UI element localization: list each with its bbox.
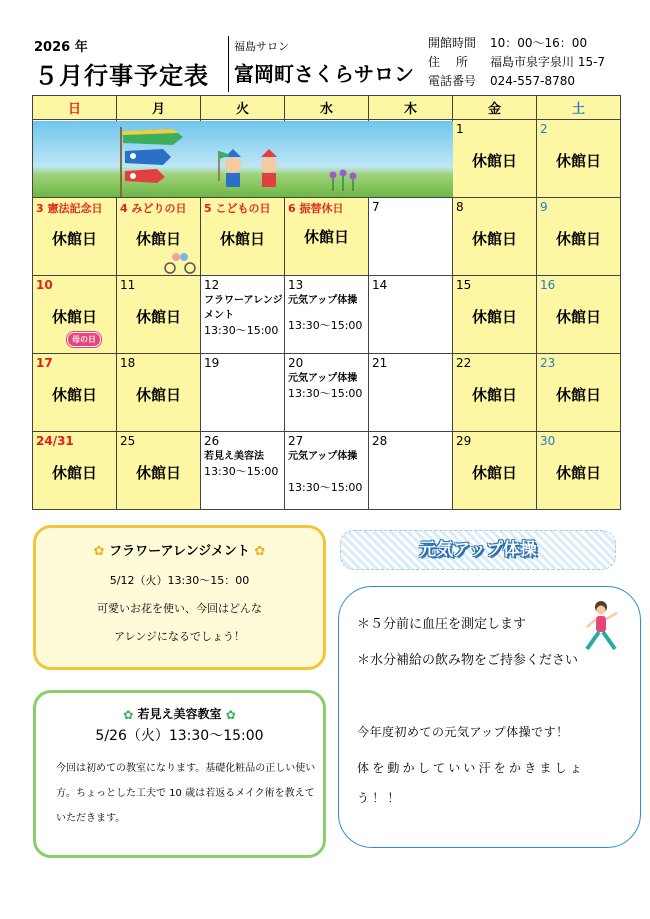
day-cell xyxy=(285,198,369,276)
day-number: 4 みどりの日 xyxy=(120,202,187,215)
day-number: 18 xyxy=(120,356,136,370)
beauty-box-body: 今回は初めての教室になります。基礎化粧品の正しい使い方。ちょっとした工夫で 10 歳は若返るメイク術を教えていただきます。 xyxy=(56,763,316,824)
children-cycling-icon xyxy=(162,252,198,274)
flower-icon: ✿ xyxy=(123,707,134,722)
flower-icon: ✿ xyxy=(225,707,236,722)
org-name: 富岡町さくらサロン xyxy=(234,62,414,86)
genki-heading: 元気アップ体操 xyxy=(419,540,537,560)
page-header xyxy=(32,32,622,94)
info-value: 024-557-8780 xyxy=(490,74,576,88)
day-number: 8 xyxy=(456,200,464,214)
day-number: 2 xyxy=(540,122,548,136)
day-cell xyxy=(33,276,117,354)
org-subtitle: 福島サロン xyxy=(234,40,289,53)
day-cell xyxy=(537,432,621,510)
day-number: 11 xyxy=(120,278,136,292)
closed-label: 休館日 xyxy=(135,464,181,482)
weekday-fri: 金 xyxy=(453,96,537,120)
weekday-thu: 木 xyxy=(369,96,453,120)
closed-label: 休館日 xyxy=(135,308,181,326)
closed-label: 休館日 xyxy=(555,308,601,326)
day-cell xyxy=(201,276,285,354)
header-divider xyxy=(228,36,229,92)
closed-label: 休館日 xyxy=(471,230,517,248)
day-cell xyxy=(537,276,621,354)
info-label: 開館時間 xyxy=(428,36,477,50)
day-cell xyxy=(537,198,621,276)
day-cell xyxy=(453,120,537,198)
event-time: 13:30～15:00 xyxy=(288,319,363,332)
closed-label: 休館日 xyxy=(555,152,601,170)
day-cell xyxy=(453,354,537,432)
day-number: 16 xyxy=(540,278,556,292)
event-time: 13:30～15:00 xyxy=(288,481,363,494)
day-number: 17 xyxy=(36,356,53,370)
day-number: 27 xyxy=(288,434,304,448)
genki-message-1: 今年度初めての元気アップ体操です！ xyxy=(357,725,569,739)
info-address xyxy=(428,53,605,72)
closed-label: 休館日 xyxy=(555,464,601,482)
beauty-box-title: 若見え美容教室 xyxy=(137,707,222,721)
week-row-5 xyxy=(33,432,621,510)
day-cell xyxy=(201,198,285,276)
day-number: 12 xyxy=(204,278,220,292)
flower-icon: ✿ xyxy=(254,544,266,559)
day-cell xyxy=(201,432,285,510)
info-hours xyxy=(428,34,605,53)
koinobori-illustration-icon xyxy=(33,121,453,197)
info-label: 電話番号 xyxy=(428,74,477,88)
genki-heading-banner xyxy=(340,530,616,570)
event-name: 元気アップ体操 xyxy=(288,373,358,384)
day-cell xyxy=(537,354,621,432)
day-cell xyxy=(117,354,201,432)
day-number: 24/31 xyxy=(36,434,74,448)
week-row-3 xyxy=(33,276,621,354)
day-cell xyxy=(117,432,201,510)
weekday-mon: 月 xyxy=(117,96,201,120)
closed-label: 休館日 xyxy=(471,464,517,482)
day-number: 7 xyxy=(372,200,380,214)
day-cell xyxy=(33,354,117,432)
day-number: 10 xyxy=(36,278,53,292)
day-cell xyxy=(369,432,453,510)
day-number: 28 xyxy=(372,434,388,448)
year-label: 2026 年 xyxy=(34,40,88,55)
day-cell xyxy=(33,432,117,510)
day-number: 23 xyxy=(540,356,556,370)
closed-label: 休館日 xyxy=(135,230,181,248)
week-row-4 xyxy=(33,354,621,432)
day-cell xyxy=(117,276,201,354)
closed-label: 休館日 xyxy=(51,386,97,404)
info-label: 住 所 xyxy=(428,55,468,69)
day-number: 9 xyxy=(540,200,548,214)
beauty-class-box xyxy=(33,690,326,858)
genki-note-1: ＊５分前に血圧を測定します xyxy=(357,617,527,632)
weekday-wed: 水 xyxy=(285,96,369,120)
exercising-woman-icon xyxy=(581,599,625,655)
closed-label: 休館日 xyxy=(471,386,517,404)
info-value: 福島市泉字泉川 15-7 xyxy=(490,55,606,69)
day-number: 21 xyxy=(372,356,388,370)
event-entry xyxy=(288,293,362,333)
closed-label: 休館日 xyxy=(555,386,601,404)
closed-label: 休館日 xyxy=(51,230,97,248)
event-time: 13:30～15:00 xyxy=(288,387,363,400)
page-title: ５月行事予定表 xyxy=(34,62,209,90)
day-cell xyxy=(453,432,537,510)
mothers-day-badge: 母の日 xyxy=(67,332,101,347)
closed-label: 休館日 xyxy=(303,228,349,246)
closed-label: 休館日 xyxy=(471,152,517,170)
flower-icon: ✿ xyxy=(93,544,105,559)
day-cell xyxy=(33,198,117,276)
beauty-box-heading xyxy=(36,705,323,722)
weekday-tue: 火 xyxy=(201,96,285,120)
closed-label: 休館日 xyxy=(471,308,517,326)
event-name: 元気アップ体操 xyxy=(288,451,358,462)
day-number: 25 xyxy=(120,434,136,448)
day-number: 20 xyxy=(288,356,304,370)
day-cell xyxy=(537,120,621,198)
day-number: 15 xyxy=(456,278,472,292)
day-number: 30 xyxy=(540,434,556,448)
event-name: 若見え美容法 xyxy=(204,451,264,462)
event-name: 元気アップ体操 xyxy=(288,295,358,306)
flower-arrangement-box xyxy=(33,525,326,670)
event-time: 13:30～15:00 xyxy=(204,465,279,478)
day-cell xyxy=(285,276,369,354)
weekday-sun: 日 xyxy=(33,96,117,120)
event-entry xyxy=(204,293,284,338)
closed-label: 休館日 xyxy=(51,464,97,482)
week-row-2 xyxy=(33,198,621,276)
day-number: 19 xyxy=(204,356,220,370)
day-number: 5 こどもの日 xyxy=(204,202,271,215)
flower-box-title: フラワーアレンジメント xyxy=(109,544,250,559)
day-number: 1 xyxy=(456,122,464,136)
event-entry xyxy=(204,449,278,479)
day-number: 26 xyxy=(204,434,220,448)
day-number: 14 xyxy=(372,278,388,292)
beauty-box-date: 5/26（火）13:30～15:00 xyxy=(95,728,264,744)
genki-message-2: 体を動かしていい汗をかきましょう！！ xyxy=(357,761,586,805)
flower-box-heading xyxy=(36,540,323,559)
closed-label: 休館日 xyxy=(219,230,265,248)
day-number: 3 憲法記念日 xyxy=(36,202,103,215)
flower-box-date: 5/12（火）13:30～15：00 xyxy=(109,574,250,587)
genki-note-2: ＊水分補給の飲み物をご持参ください xyxy=(357,653,579,668)
event-time: 13:30～15:00 xyxy=(204,324,279,337)
day-cell xyxy=(285,432,369,510)
event-entry xyxy=(288,371,362,401)
facility-info xyxy=(428,34,605,91)
day-cell xyxy=(369,198,453,276)
weekday-header-row xyxy=(33,96,621,120)
closed-label: 休館日 xyxy=(135,386,181,404)
day-cell xyxy=(117,198,201,276)
flower-box-line1: 可愛いお花を使い、今回はどんな xyxy=(97,602,262,615)
koinobori-banner xyxy=(33,121,453,197)
day-number: 29 xyxy=(456,434,472,448)
day-cell xyxy=(453,276,537,354)
genki-exercise-box xyxy=(338,586,641,848)
closed-label: 休館日 xyxy=(51,308,97,326)
weekday-sat: 土 xyxy=(537,96,621,120)
day-number: 13 xyxy=(288,278,304,292)
day-cell xyxy=(369,276,453,354)
closed-label: 休館日 xyxy=(555,230,601,248)
day-cell xyxy=(285,354,369,432)
info-phone xyxy=(428,72,605,91)
day-cell xyxy=(201,354,285,432)
day-cell xyxy=(369,354,453,432)
day-number: 22 xyxy=(456,356,472,370)
day-number: 6 振替休日 xyxy=(288,202,344,215)
day-cell xyxy=(453,198,537,276)
info-value: 10：00～16：00 xyxy=(490,36,588,50)
event-name: フラワーアレンジメント xyxy=(204,295,283,321)
event-entry xyxy=(288,449,362,495)
flower-box-line2: アレンジになるでしょう！ xyxy=(114,630,245,643)
